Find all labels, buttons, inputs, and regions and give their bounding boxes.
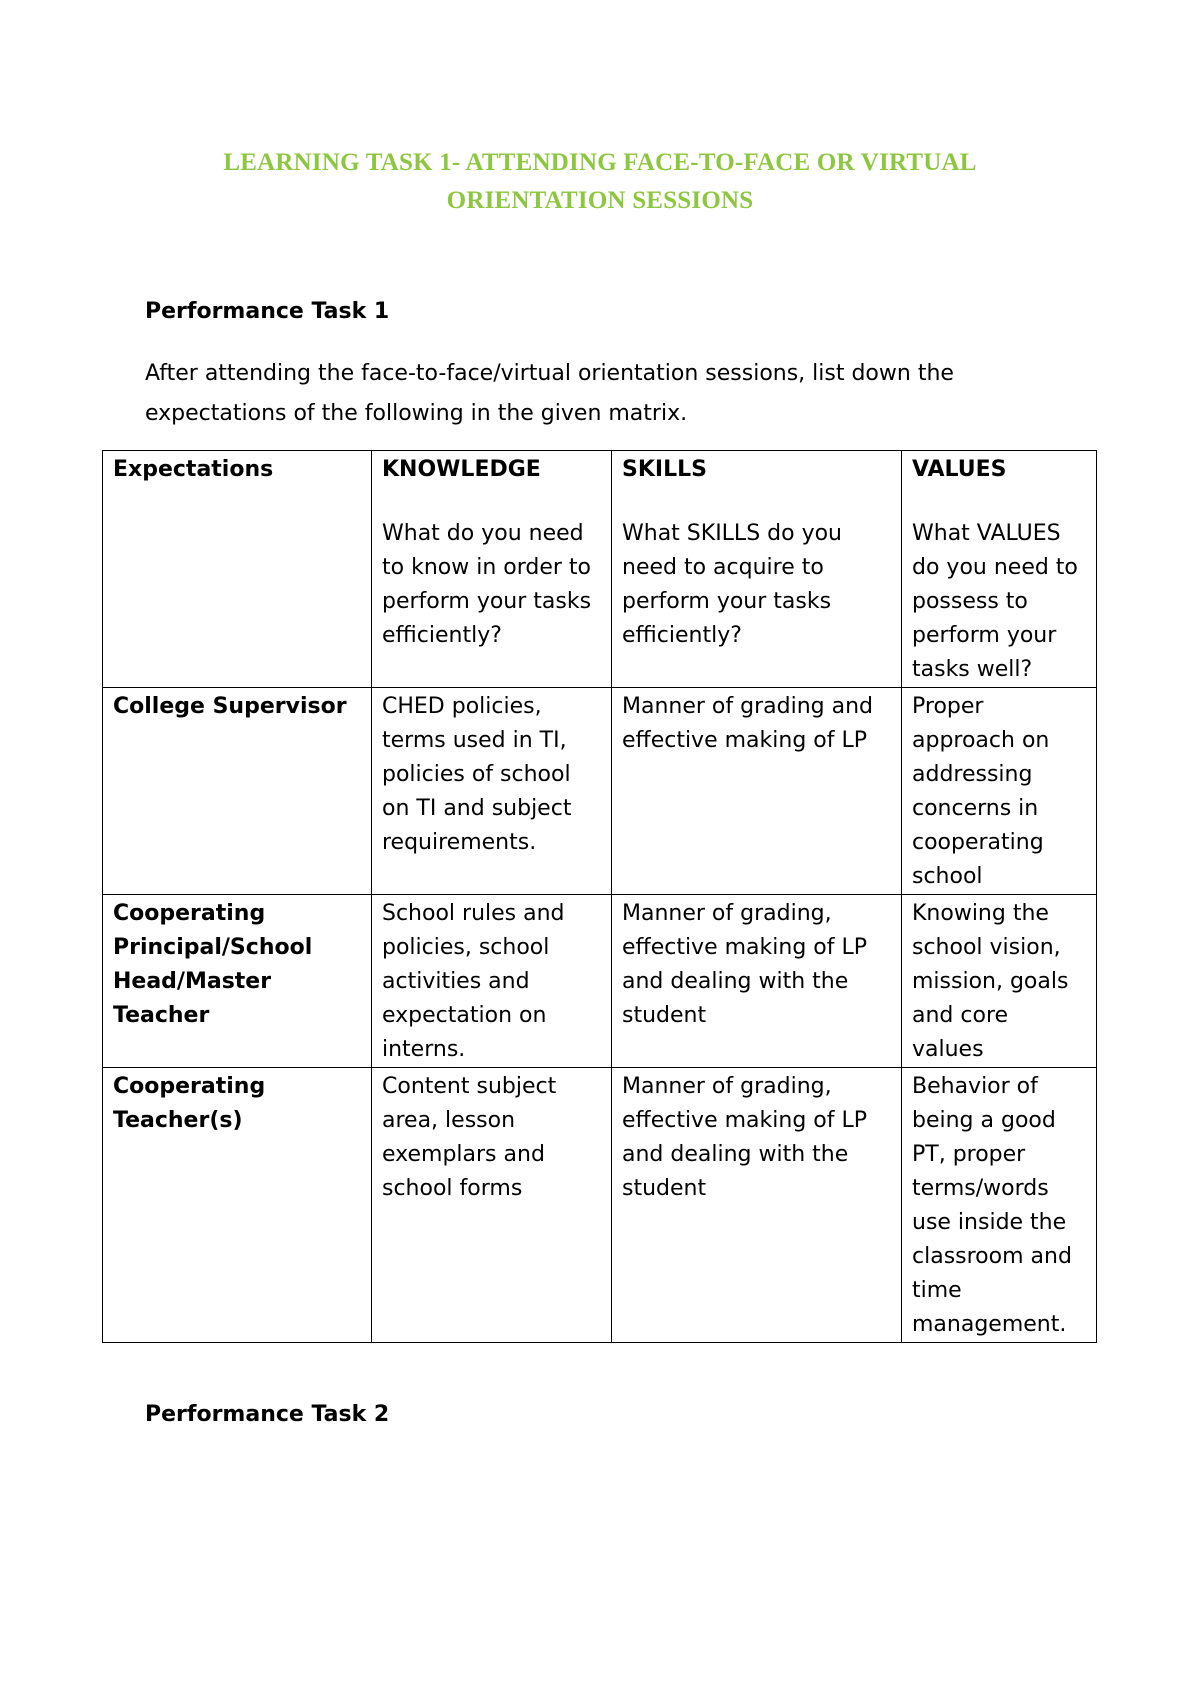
- header-values-label: VALUES: [912, 457, 1007, 482]
- row-skills: Manner of grading and effective making of LP: [612, 688, 902, 895]
- row-knowledge: Content subject area, lesson exemplars and school forms: [372, 1068, 612, 1343]
- header-skills-label: SKILLS: [622, 457, 707, 482]
- row-skills: Manner of grading, effective making of LP and dealing with the student: [612, 1068, 902, 1343]
- row-knowledge: School rules and policies, school activities and expectation on interns.: [372, 895, 612, 1068]
- header-expectations-label: Expectations: [113, 457, 274, 482]
- document-title-line2: ORIENTATION SESSIONS: [446, 187, 754, 214]
- row-knowledge: CHED policies, terms used in TI, policies of school on TI and subject requirements.: [372, 688, 612, 895]
- matrix-header-row: [103, 451, 1097, 688]
- header-knowledge-label: KNOWLEDGE: [382, 457, 541, 482]
- row-role: College Supervisor: [103, 688, 372, 895]
- header-expectations: [103, 451, 372, 688]
- performance-task-2-heading: Performance Task 2: [145, 1402, 390, 1427]
- header-knowledge-question: What do you need to know in order to perform your tasks efficiently?: [382, 521, 592, 648]
- row-role: Cooperating Teacher(s): [103, 1068, 372, 1343]
- table-row: [103, 1068, 1097, 1343]
- row-skills: Manner of grading, effective making of LP and dealing with the student: [612, 895, 902, 1068]
- table-row: [103, 895, 1097, 1068]
- row-values: Knowing the school vision, mission, goals and core values: [902, 895, 1097, 1068]
- table-row: [103, 688, 1097, 895]
- expectations-matrix: [102, 450, 1097, 1343]
- row-values: Proper approach on addressing concerns in cooperating school: [902, 688, 1097, 895]
- header-values: [902, 451, 1097, 688]
- row-role: Cooperating Principal/School Head/Master Teacher: [103, 895, 372, 1068]
- header-values-question: What VALUES do you need to possess to perform your tasks well?: [912, 521, 1078, 682]
- header-skills-question: What SKILLS do you need to acquire to perform your tasks efficiently?: [622, 521, 842, 648]
- document-title-line1: LEARNING TASK 1- ATTENDING FACE-TO-FACE OR VIRTUAL: [223, 149, 977, 176]
- document-title: [100, 144, 1100, 220]
- row-values: Behavior of being a good PT, proper terms/words use inside the classroom and time management.: [902, 1068, 1097, 1343]
- header-skills: [612, 451, 902, 688]
- performance-task-1-heading: Performance Task 1: [145, 299, 390, 324]
- task-1-instructions: After attending the face-to-face/virtual orientation sessions, list down the expectations of the following in the given matrix.: [145, 361, 954, 426]
- header-knowledge: [372, 451, 612, 688]
